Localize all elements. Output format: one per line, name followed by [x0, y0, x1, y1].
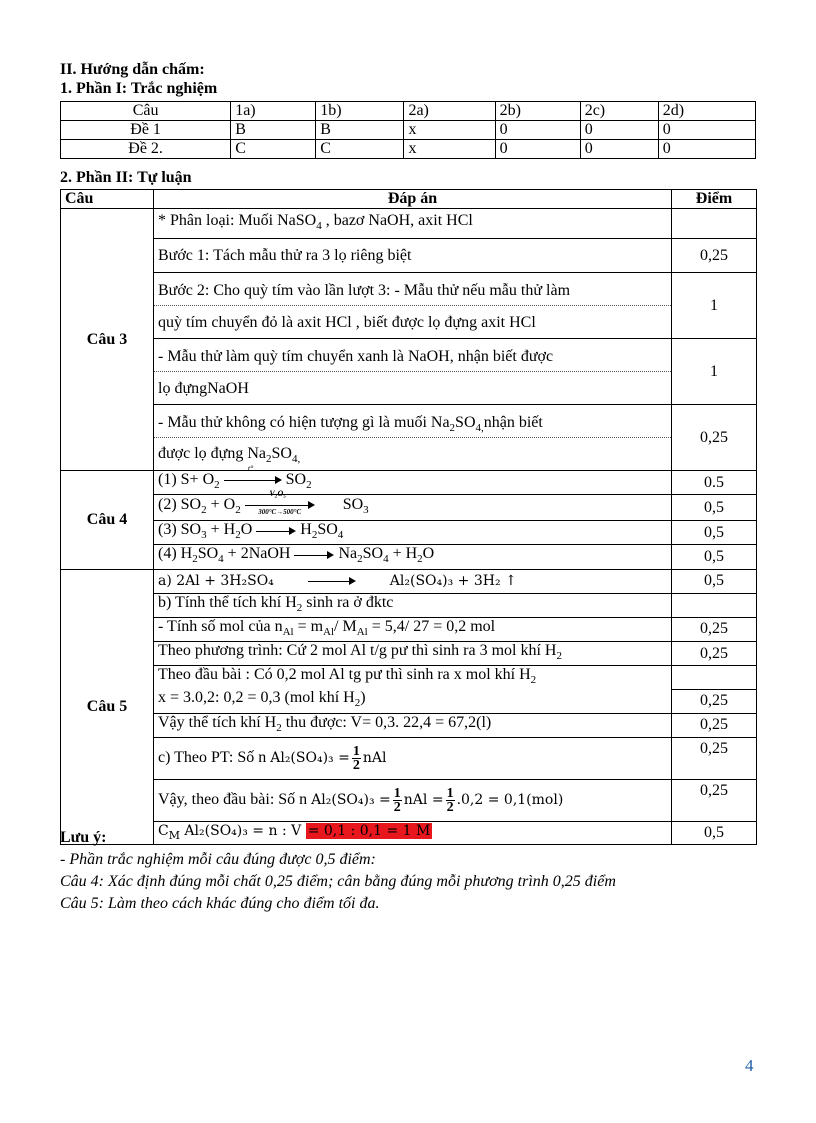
- reaction-arrow-icon: V₂O₅ 300°C→500°C: [245, 500, 315, 510]
- table-row: [61, 821, 757, 845]
- table-row: [61, 569, 757, 593]
- essay-answer-table: [60, 189, 757, 845]
- header-question: Câu: [61, 190, 154, 209]
- reaction-arrow-icon: [294, 550, 334, 560]
- question-label: Câu 4: [61, 471, 154, 570]
- score-cell: 0,25: [672, 713, 757, 737]
- answer-cell: C: [231, 140, 316, 159]
- header-cell: 2c): [580, 102, 658, 121]
- score-cell: 0,5: [672, 495, 757, 521]
- table-row: [61, 617, 757, 641]
- table-row: [61, 239, 757, 273]
- row-label: Đề 1: [61, 121, 231, 140]
- row-label: Đề 2.: [61, 140, 231, 159]
- question-label: Câu 3: [61, 209, 154, 471]
- equation-5a: a) 2Al + 3H₂SO₄ Al₂(SO₄)₃ + 3H₂ ↑: [154, 569, 672, 593]
- table-row: [61, 121, 756, 140]
- score-cell: 0.5: [672, 471, 757, 495]
- header-score: Điểm: [672, 190, 757, 209]
- table-row: [61, 521, 757, 545]
- answer-cell: 0: [658, 121, 755, 140]
- score-cell: 0,5: [672, 521, 757, 545]
- answer-line: b) Tính thể tích khí $H_2$ sinh ra ở đktc: [154, 593, 672, 617]
- reaction-arrow-icon: t°: [224, 475, 282, 485]
- table-row: [61, 545, 757, 569]
- answer-cell: B: [231, 121, 316, 140]
- answer-line: - Mẫu thử không có hiện tượng gì là muối $Na_2SO_{4,}nhận$ biết được lọ đựng $Na_2SO_{4,}$: [154, 405, 672, 471]
- equation-1: (1) $S+ O_2$ t° $SO_2$: [154, 471, 672, 495]
- score-cell: 0,25: [672, 737, 757, 779]
- answer-cell: B: [316, 121, 404, 140]
- page-number: 4: [745, 1056, 754, 1075]
- note-line-3: Câu 5: Làm theo cách khác đúng cho điểm tối đa.: [60, 895, 380, 912]
- header-cell: 2a): [404, 102, 495, 121]
- score-cell: 0,25: [672, 689, 757, 713]
- answer-line: * Phân loại: Muối NaSO$_4$ , bazơ NaOH, axit HCl: [154, 209, 672, 239]
- score-cell: 1: [672, 339, 757, 405]
- table-row: [61, 713, 757, 737]
- table-row: [61, 471, 757, 495]
- answer-cell: 0: [580, 140, 658, 159]
- score-cell: 0,5: [672, 545, 757, 569]
- header-answer: Đáp án: [154, 190, 672, 209]
- answer-cell: x: [404, 140, 495, 159]
- answer-cell: 0: [495, 121, 580, 140]
- score-cell: 0,25: [672, 405, 757, 471]
- answer-line: Bước 1: Tách mẫu thử ra 3 lọ riêng biệt: [154, 239, 672, 273]
- fraction: $\frac{1}{2}$: [352, 743, 360, 773]
- answer-line: Theo phương trình: Cứ 2 mol Al t/g pư thì sinh ra 3 mol khí $H_2$: [154, 641, 672, 665]
- table-row: [61, 689, 757, 713]
- answer-line: $C_M$ Al₂(SO₄)₃ = n : V = 0,1 : 0,1 = 1 M: [154, 821, 672, 845]
- answer-line: Bước 2: Cho quỳ tím vào lần lượt 3: - Mẫu thử nếu mẫu thử làm quỳ tím chuyển đỏ là axit HCl , biết được lọ đựng axit HCl: [154, 273, 672, 339]
- note-line-1: - Phần trắc nghiệm mỗi câu đúng được 0,5 điểm:: [60, 851, 376, 868]
- answer-cell: 0: [658, 140, 755, 159]
- part1-title: 1. Phần I: Trắc nghiệm: [60, 80, 218, 97]
- answer-line: Vậy thể tích khí $H_2$ thu được: V= 0,3. 22,4 = 67,2(l): [154, 713, 672, 737]
- reaction-arrow-icon: [256, 526, 296, 536]
- score-cell: 0,25: [672, 779, 757, 821]
- reaction-arrow-icon: [308, 576, 356, 586]
- header-cell: 2d): [658, 102, 755, 121]
- score-cell: 0,5: [672, 821, 757, 845]
- table-row: [61, 209, 757, 239]
- table-row: [61, 405, 757, 471]
- header-cell: 1b): [316, 102, 404, 121]
- equation-2: (2) $SO_2 + O_2$ V₂O₅ 300°C→500°C $SO_3$: [154, 495, 672, 521]
- score-cell: [672, 593, 757, 617]
- note-line-2: Câu 4: Xác định đúng mỗi chất 0,25 điểm; cân bằng đúng mỗi phương trình 0,25 điểm: [60, 873, 616, 890]
- highlighted-result: = 0,1 : 0,1 = 1 M: [307, 822, 431, 839]
- equation-3: (3) $SO_3 + H_2O$ $H_2SO_4$: [154, 521, 672, 545]
- multiple-choice-table: [60, 101, 756, 159]
- score-cell: 0,25: [672, 239, 757, 273]
- score-cell: 0,25: [672, 617, 757, 641]
- answer-line: Theo đầu bài : Có 0,2 mol Al tg pư thì sinh ra x mol khí $H_2$: [154, 666, 672, 690]
- section-heading: II. Hướng dẫn chấm:: [60, 61, 205, 78]
- equation-4: (4) $H_2SO_4$ + 2NaOH $Na_2SO_4 + H_2O$: [154, 545, 672, 569]
- answer-line: x = 3.0,2: 0,2 = 0,3 (mol khí $H_2$): [154, 689, 672, 713]
- header-cell: Câu: [61, 102, 231, 121]
- score-cell: 1: [672, 273, 757, 339]
- header-cell: 2b): [495, 102, 580, 121]
- question-label: Câu 5: [61, 569, 154, 845]
- answer-line: Vậy, theo đầu bài: Số n Al₂(SO₄)₃ = $\frac{1}{2}$ nAl = $\frac{1}{2}$ .0,2 = 0,1(mol): [154, 779, 672, 821]
- score-cell: 0,5: [672, 569, 757, 593]
- table-header-row: [61, 102, 756, 121]
- part2-title: 2. Phần II: Tự luận: [60, 169, 192, 186]
- score-cell: [672, 209, 757, 239]
- answer-line: c) Theo PT: Số n Al₂(SO₄)₃ = $\frac{1}{2}$ nAl: [154, 737, 672, 779]
- note-title: Lưu ý:: [60, 829, 107, 846]
- table-header-row: [61, 190, 757, 209]
- answer-cell: x: [404, 121, 495, 140]
- table-row: [61, 593, 757, 617]
- fraction: $\frac{1}{2}$: [446, 785, 454, 815]
- fraction: $\frac{1}{2}$: [393, 785, 401, 815]
- score-cell: 0,25: [672, 641, 757, 665]
- answer-line: - Tính số mol của $n_{Al} = m_{Al}/$ $M_{Al} = 5,4/$ 27 = 0,2 mol: [154, 617, 672, 641]
- table-row: [61, 737, 757, 779]
- table-row: [61, 140, 756, 159]
- score-cell: [672, 666, 757, 690]
- table-row: [61, 273, 757, 339]
- table-row: [61, 666, 757, 690]
- answer-cell: C: [316, 140, 404, 159]
- table-row: [61, 641, 757, 665]
- answer-cell: 0: [580, 121, 658, 140]
- table-row: [61, 779, 757, 821]
- table-row: [61, 339, 757, 405]
- answer-line: - Mẫu thử làm quỳ tím chuyển xanh là NaOH, nhận biết được lọ đựngNaOH: [154, 339, 672, 405]
- answer-cell: 0: [495, 140, 580, 159]
- header-cell: 1a): [231, 102, 316, 121]
- table-row: [61, 495, 757, 521]
